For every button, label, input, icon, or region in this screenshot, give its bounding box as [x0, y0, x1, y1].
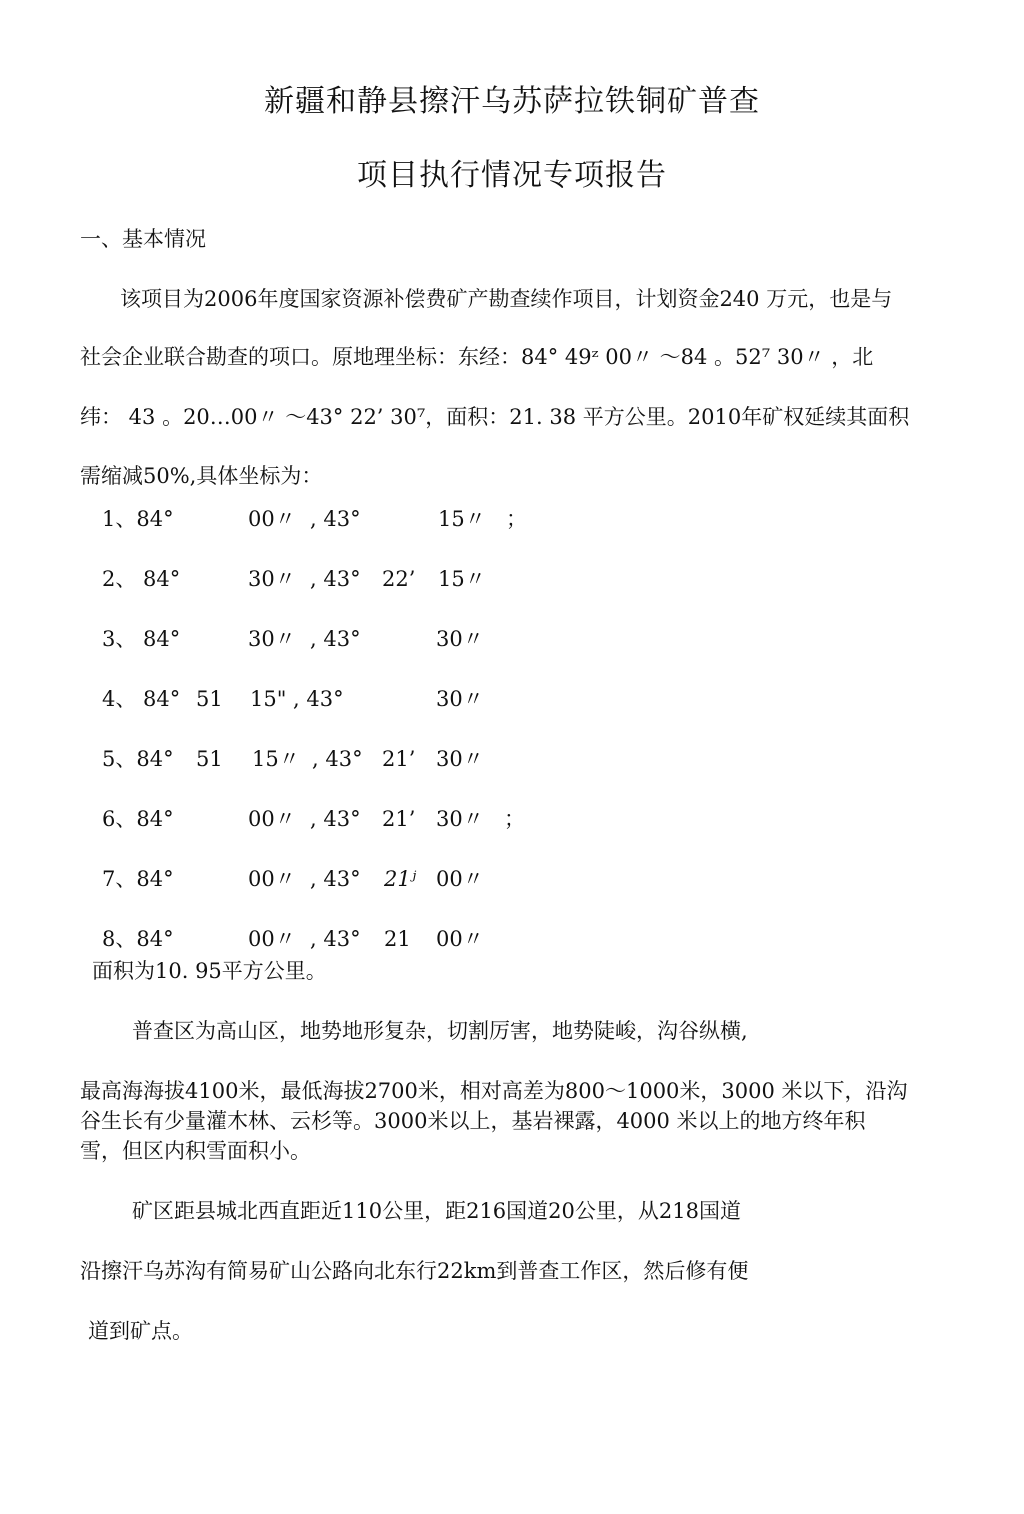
- coord-lon-sec: 30〃: [248, 567, 296, 591]
- coord-end-mark: ；: [506, 507, 527, 531]
- coord-index-lon: 2、 84°: [102, 567, 181, 591]
- paragraph-line: 纬： 43 。20…00〃 ～43° 22’ 30⁷，面积：21. 38 平方公里。2010年矿权延续其面积: [80, 405, 910, 429]
- coord-index-lon: 6、84°: [102, 807, 174, 831]
- coord-lon-min: 51: [196, 747, 223, 771]
- section-heading: 一、基本情况: [80, 227, 206, 251]
- coord-lat-deg: , 43°: [310, 507, 361, 531]
- coord-lon-sec: 00〃: [248, 807, 296, 831]
- coord-lat-sec: 30〃: [436, 687, 484, 711]
- document-title-line-2: 项目执行情况专项报告: [357, 158, 667, 193]
- coord-index-lon: 8、84°: [102, 927, 174, 951]
- coord-lat-sec: 30〃: [436, 807, 484, 831]
- paragraph-line: 雪，但区内积雪面积小。: [80, 1139, 311, 1163]
- coord-lat-min: 21: [384, 927, 411, 951]
- coord-lat-sec: 15〃: [438, 567, 486, 591]
- coord-index-lon: 3、 84°: [102, 627, 181, 651]
- coord-lat-min: 22’: [382, 567, 416, 591]
- paragraph-line: 沿擦汗乌苏沟有简易矿山公路向北东行22km到普查工作区，然后修有便: [80, 1259, 749, 1283]
- coord-lat-min: 21ʲ: [384, 867, 417, 891]
- coord-index-lon: 4、 84°: [102, 687, 181, 711]
- coord-lon-sec: 00〃: [248, 927, 296, 951]
- coord-lat-deg: , 43°: [310, 807, 361, 831]
- coord-end-mark: ；: [504, 807, 525, 831]
- paragraph-line: 需缩减50%,具体坐标为：: [80, 464, 323, 488]
- coord-lat-deg: , 43°: [310, 567, 361, 591]
- coord-lat-sec: 15〃: [438, 507, 486, 531]
- coord-lat-sec: 30〃: [436, 747, 484, 771]
- coord-lat-sec: 00〃: [436, 867, 484, 891]
- coord-lon-sec: 00〃: [248, 507, 296, 531]
- coord-lon-min: 51: [196, 687, 223, 711]
- paragraph-line: 最高海海拔4100米，最低海拔2700米，相对高差为800～1000米，3000 米以下，沿沟: [80, 1079, 908, 1103]
- coord-lon-sec: 15〃: [252, 747, 300, 771]
- paragraph-line: 该项目为2006年度国家资源补偿费矿产勘查续作项目，计划资金240 万元，也是与: [120, 287, 893, 311]
- paragraph-line: 谷生长有少量灌木林、云杉等。3000米以上，基岩裸露，4000 米以上的地方终年积: [80, 1109, 866, 1133]
- coord-lat-deg: , 43°: [310, 627, 361, 651]
- coord-lon-sec-lat: 15" , 43°: [250, 687, 344, 711]
- document-title-line-1: 新疆和静县擦汗乌苏萨拉铁铜矿普查: [264, 84, 760, 119]
- coord-index-lon: 1、84°: [102, 507, 174, 531]
- coord-index-lon: 5、84°: [102, 747, 174, 771]
- area-note: 面积为10. 95平方公里。: [92, 959, 327, 983]
- coord-lat-deg: , 43°: [312, 747, 363, 771]
- coord-index-lon: 7、84°: [102, 867, 174, 891]
- coord-lon-sec: 00〃: [248, 867, 296, 891]
- coord-lat-sec: 30〃: [436, 627, 484, 651]
- coord-lat-sec: 00〃: [436, 927, 484, 951]
- paragraph-line: 矿区距县城北西直距近110公里，距216国道20公里，从218国道: [132, 1199, 741, 1223]
- coord-lat-min: 21’: [382, 747, 416, 771]
- coord-lon-sec: 30〃: [248, 627, 296, 651]
- coord-lat-deg: , 43°: [310, 867, 361, 891]
- paragraph-line: 社会企业联合勘查的项口。原地理坐标：东经：84° 49ᶻ 00〃 ～84 。52⁷ 30〃 ，北: [80, 345, 874, 369]
- coord-lat-deg: , 43°: [310, 927, 361, 951]
- coord-lat-min: 21’: [382, 807, 416, 831]
- paragraph-line: 道到矿点。: [88, 1319, 193, 1343]
- paragraph-line: 普查区为高山区，地势地形复杂，切割厉害，地势陡峻，沟谷纵横,: [132, 1019, 748, 1043]
